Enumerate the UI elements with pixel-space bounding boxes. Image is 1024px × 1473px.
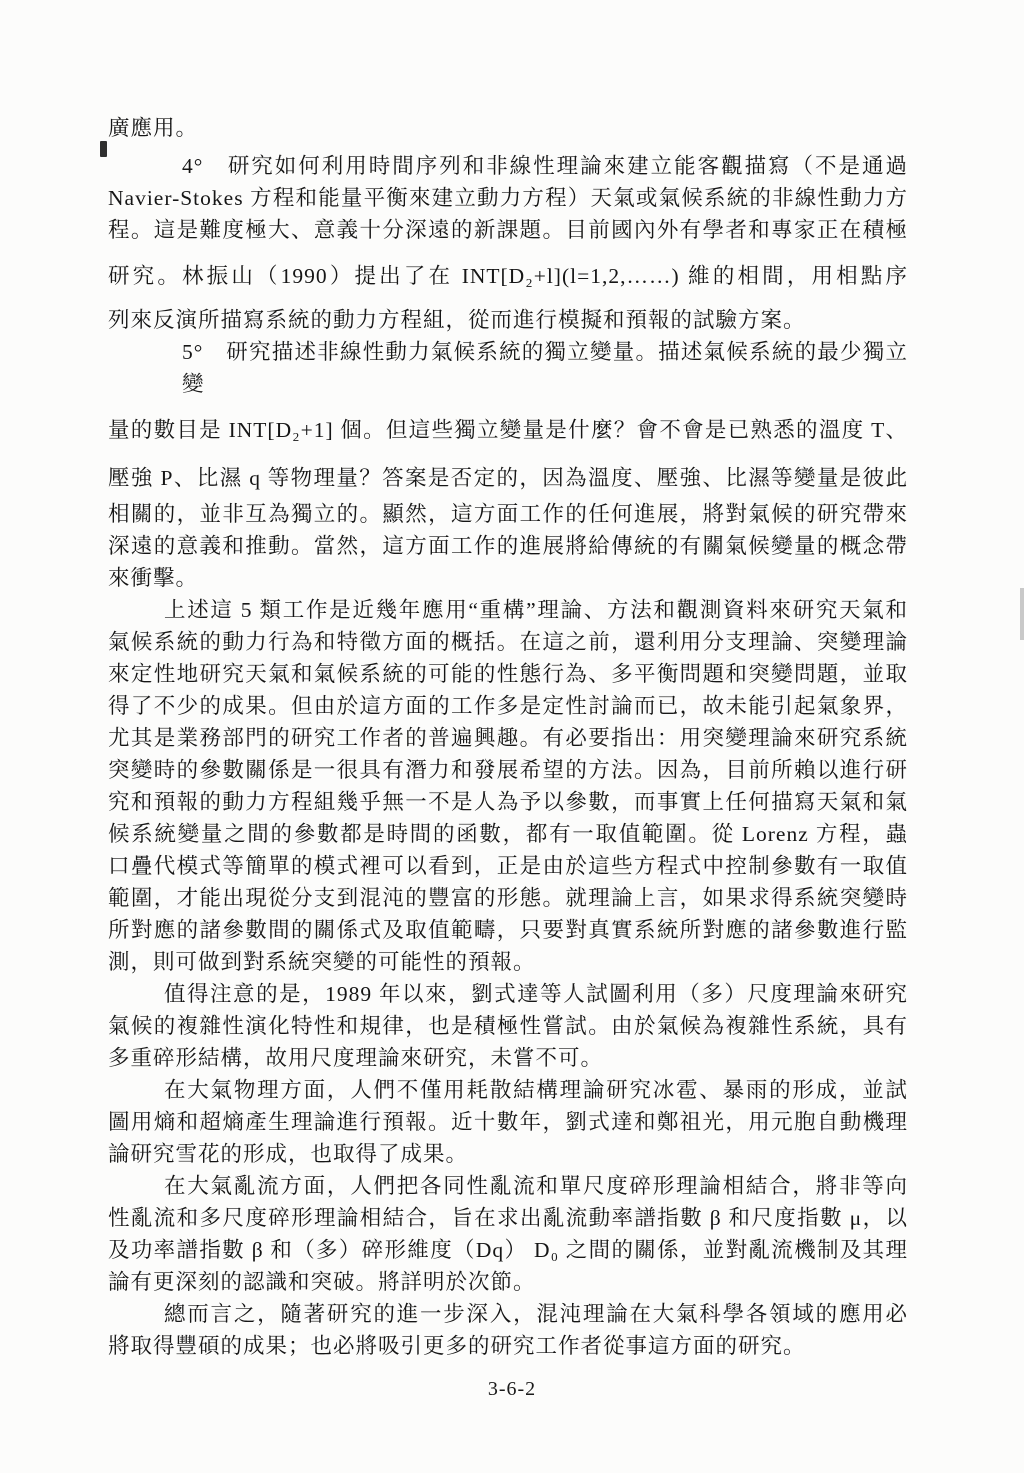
- formula-line: 研究。林振山（1990）提出了在 INT[D₂+l](l=1,2,……) 維的相間，用相點序: [108, 264, 908, 288]
- text-line: 來衝擊。: [108, 566, 199, 590]
- text-line: Navier-Stokes 方程和能量平衡來建立動力方程）天氣或氣候系統的非線性動力方: [108, 186, 908, 210]
- text-line: 測，則可做到對系統突變的可能性的預報。: [108, 950, 536, 974]
- text-line: 突變時的參數關係是一很具有潛力和發展希望的方法。因為，目前所賴以進行研: [108, 758, 908, 782]
- formula-line: 壓強 P、比濕 q 等物理量？答案是否定的，因為溫度、壓強、比濕等變量是彼此: [108, 466, 908, 490]
- text-line: 將取得豐碩的成果；也必將吸引更多的研究工作者從事這方面的研究。: [108, 1334, 806, 1358]
- text-line: 候系統變量之間的參數都是時間的函數，都有一取值範圍。從 Lorenz 方程，蟲: [108, 822, 908, 846]
- formula-line: 性亂流和多尺度碎形理論相結合，旨在求出亂流動率譜指數 β 和尺度指數 μ，以: [108, 1206, 908, 1230]
- text-line: 列來反演所描寫系統的動力方程組，從而進行模擬和預報的試驗方案。: [108, 308, 806, 332]
- page-body: [108, 112, 908, 1362]
- text-line: 範圍，才能出現從分支到混沌的豐富的形態。就理論上言，如果求得系統突變時: [108, 886, 908, 910]
- page-number: 3-6-2: [487, 1378, 537, 1400]
- text-line: 得了不少的成果。但由於這方面的工作多是定性討論而已，故未能引起氣象界，: [108, 694, 908, 718]
- text-line: 相關的，並非互為獨立的。顯然，這方面工作的任何進展，將對氣候的研究帶來: [108, 502, 908, 526]
- text-line: 在大氣亂流方面，人們把各同性亂流和單尺度碎形理論相結合，將非等向: [164, 1174, 908, 1198]
- formula-line: 及功率譜指數 β 和（多）碎形維度（Dq） D₀ 之間的關係，並對亂流機制及其理: [108, 1238, 908, 1262]
- text-line: 論研究雪花的形成，也取得了成果。: [108, 1142, 469, 1166]
- text-line: 氣候系統的動力行為和特徵方面的概括。在這之前，還利用分支理論、突變理論: [108, 630, 908, 654]
- text-line: 究和預報的動力方程組幾乎無一不是人為予以參數，而事實上任何描寫天氣和氣: [108, 790, 908, 814]
- text-line: 深遠的意義和推動。當然，這方面工作的進展將給傳統的有關氣候變量的概念帶: [108, 534, 908, 558]
- text-line: 多重碎形結構，故用尺度理論來研究，未嘗不可。: [108, 1046, 604, 1070]
- scan-artifact: [1020, 588, 1024, 640]
- text-line: 論有更深刻的認識和突破。將詳明於次節。: [108, 1270, 536, 1294]
- text-line: 尤其是業務部門的研究工作者的普遍興趣。有必要指出：用突變理論來研究系統: [108, 726, 908, 750]
- text-line: 口疊代模式等簡單的模式裡可以看到，正是由於這些方程式中控制參數有一取值: [108, 854, 908, 878]
- formula-line: 量的數目是 INT[D₂+1] 個。但這些獨立變量是什麼？會不會是已熟悉的溫度 T、: [108, 418, 908, 442]
- text-line: 來定性地研究天氣和氣候系統的可能的性態行為、多平衡問題和突變問題，並取: [108, 662, 908, 686]
- text-line: 廣應用。: [108, 116, 199, 140]
- text-line: 程。這是難度極大、意義十分深遠的新課題。目前國內外有學者和專家正在積極: [108, 218, 908, 242]
- scan-speck: [100, 141, 107, 157]
- text-line: 4° 研究如何利用時間序列和非線性理論來建立能客觀描寫（不是通過: [182, 154, 908, 178]
- text-line: 在大氣物理方面，人們不僅用耗散結構理論研究冰雹、暴雨的形成，並試: [164, 1078, 908, 1102]
- text-line: 上述這 5 類工作是近幾年應用“重構”理論、方法和觀測資料來研究天氣和: [164, 598, 908, 622]
- text-line: 總而言之，隨著研究的進一步深入，混沌理論在大氣科學各領域的應用必: [164, 1302, 908, 1326]
- text-line: 值得注意的是，1989 年以來，劉式達等人試圖利用（多）尺度理論來研究: [164, 982, 908, 1006]
- text-line: 圖用熵和超熵產生理論進行預報。近十數年，劉式達和鄭祖光，用元胞自動機理: [108, 1110, 908, 1134]
- text-line: 5° 研究描述非線性動力氣候系統的獨立變量。描述氣候系統的最少獨立變: [182, 340, 908, 396]
- text-line: 所對應的諸參數間的關係式及取值範疇，只要對真實系統所對應的諸參數進行監: [108, 918, 908, 942]
- text-line: 氣候的複雜性演化特性和規律，也是積極性嘗試。由於氣候為複雜性系統，具有: [108, 1014, 908, 1038]
